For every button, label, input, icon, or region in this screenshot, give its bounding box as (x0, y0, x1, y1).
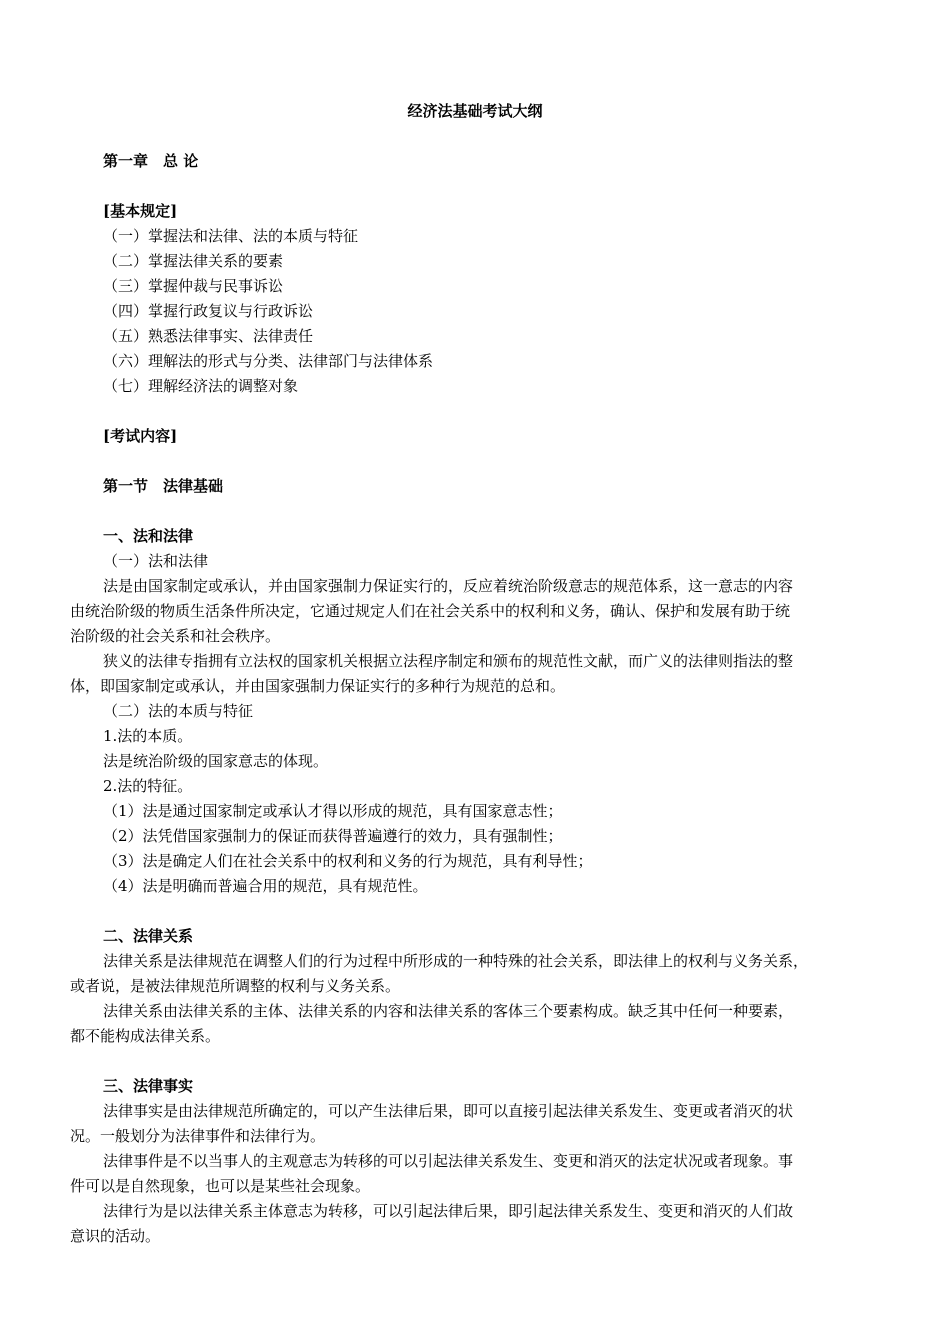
list-label: 2.法的特征。 (103, 777, 193, 795)
paragraph-line: 法律事件是不以当事人的主观意志为转移的可以引起法律关系发生、变更和消灭的法定状况或者现象。事 (103, 1152, 794, 1170)
paragraph-line: 意识的活动。 (70, 1227, 161, 1245)
section-heading: 第一节 法律基础 (103, 477, 224, 495)
basic-rule-item: （三）掌握仲裁与民事诉讼 (103, 277, 284, 295)
part-heading: 一、法和法律 (103, 527, 194, 545)
basic-rule-item: （四）掌握行政复议与行政诉讼 (103, 302, 314, 320)
basic-rule-item: （六）理解法的形式与分类、法律部门与法律体系 (103, 352, 434, 370)
exam-content-heading: [考试内容] (103, 427, 178, 445)
feature-item: （2）法凭借国家强制力的保证而获得普遍遵行的效力，具有强制性； (103, 827, 563, 845)
paragraph-line: 或者说，是被法律规范所调整的权利与义务关系。 (70, 977, 401, 995)
paragraph-line: 由统治阶级的物质生活条件所决定，它通过规定人们在社会关系中的权利和义务，确认、保护和发展有助于统 (70, 602, 791, 620)
basic-rule-item: （二）掌握法律关系的要素 (103, 252, 284, 270)
paragraph-line: 法律事实是由法律规范所确定的，可以产生法律后果，即可以直接引起法律关系发生、变更或者消灭的状 (103, 1102, 794, 1120)
paragraph-line: 体，即国家制定或承认，并由国家强制力保证实行的多种行为规范的总和。 (70, 677, 566, 695)
paragraph-line: 况。一般划分为法律事件和法律行为。 (70, 1127, 326, 1145)
paragraph-line: 法律行为是以法律关系主体意志为转移，可以引起法律后果，即引起法律关系发生、变更和消灭的人们故 (103, 1202, 794, 1220)
paragraph-line: 法是统治阶级的国家意志的体现。 (103, 752, 329, 770)
feature-item: （3）法是确定人们在社会关系中的权利和义务的行为规范，具有利导性； (103, 852, 593, 870)
paragraph-line: 法律关系是法律规范在调整人们的行为过程中所形成的一种特殊的社会关系，即法律上的权利与义务关系， (103, 952, 809, 970)
feature-item: （4）法是明确而普遍合用的规范，具有规范性。 (103, 877, 428, 895)
paragraph-line: 法律关系由法律关系的主体、法律关系的内容和法律关系的客体三个要素构成。缺乏其中任何一种要素， (103, 1002, 794, 1020)
paragraph-line: 件可以是自然现象，也可以是某些社会现象。 (70, 1177, 371, 1195)
paragraph-line: 狭义的法律专指拥有立法权的国家机关根据立法程序制定和颁布的规范性文献，而广义的法律则指法的整 (103, 652, 794, 670)
part-heading: 二、法律关系 (103, 927, 194, 945)
basic-rule-item: （五）熟悉法律事实、法律责任 (103, 327, 314, 345)
subheading: （二）法的本质与特征 (103, 702, 254, 720)
basic-rule-item: （一）掌握法和法律、法的本质与特征 (103, 227, 359, 245)
list-label: 1.法的本质。 (103, 727, 193, 745)
document-title: 经济法基础考试大纲 (407, 102, 543, 120)
feature-item: （1）法是通过国家制定或承认才得以形成的规范，具有国家意志性； (103, 802, 563, 820)
paragraph-line: 治阶级的社会关系和社会秩序。 (70, 627, 281, 645)
basic-rules-heading: [基本规定] (103, 202, 178, 220)
part-heading: 三、法律事实 (103, 1077, 194, 1095)
basic-rule-item: （七）理解经济法的调整对象 (103, 377, 299, 395)
paragraph-line: 法是由国家制定或承认，并由国家强制力保证实行的，反应着统治阶级意志的规范体系，这一意志的内容 (103, 577, 794, 595)
subheading: （一）法和法律 (103, 552, 209, 570)
chapter-heading: 第一章 总 论 (103, 152, 199, 170)
paragraph-line: 都不能构成法律关系。 (70, 1027, 221, 1045)
